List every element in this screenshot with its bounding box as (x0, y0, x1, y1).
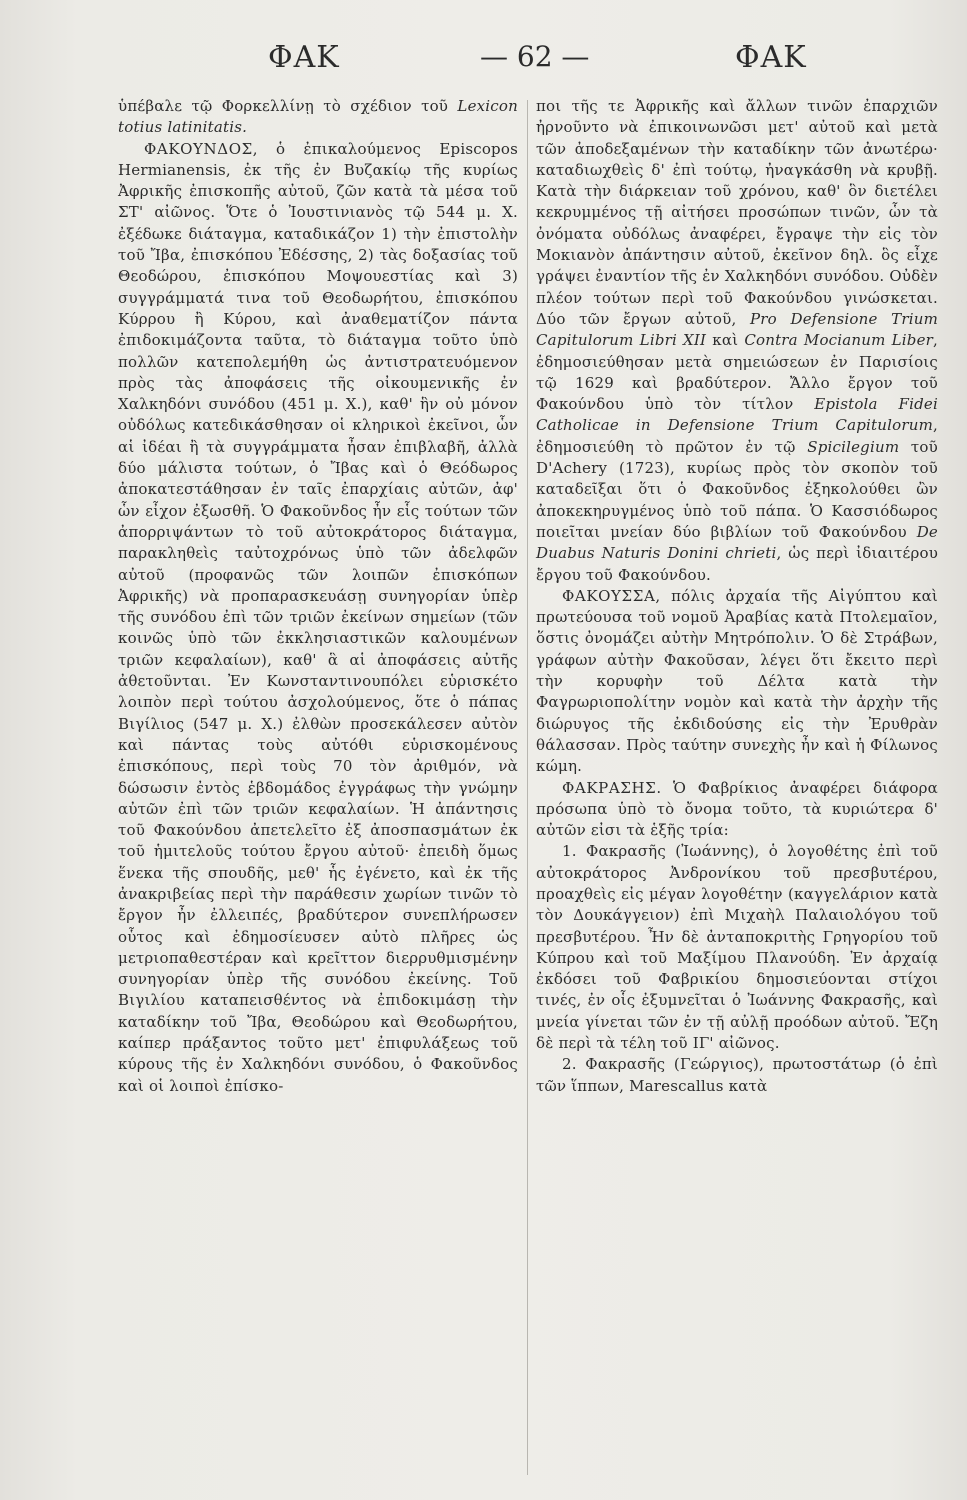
entry-headword: ΦΑΚΟΥΝΔΟΣ (144, 139, 253, 158)
continuation-paragraph: ποι τῆς τε Ἀφρικῆς καὶ ἄλλων τινῶν ἐπαρχιῶν ἠρνοῦντο νὰ ἐπικοινωνῶσι μετ' αὐτοῦ καὶ μετὰ τῶν ἀποδεξαμένων τὴν καταδίκην τῶν ἀνωτέρω· καταδιωχθεὶς δ' ἐπὶ τούτῳ, ἠναγκάσθη νὰ κρυβῇ. Κατὰ τὴν διάρκειαν τοῦ χρόνου, καθ' ὃν διετέλει κεκρυμμένος τῇ αἰτήσει προσώπων τινῶν, ὧν τὰ ὀνόματα οὐδόλως ἀναφέρει, ἔγραψε τὴν εἰς τὸν Μοκιανὸν ἀπάντησιν αὐτοῦ, ἐκεῖνον δηλ. ὃς εἶχε γράψει ἐναντίον τῆς ἐν Χαλκηδόνι συνόδου. Οὐδὲν πλέον τούτων περὶ τοῦ Φακούνδου γινώσκεται. Δύο τῶν ἔργων αὐτοῦ, Pro Defensione Trium Capitulorum Libri XII καὶ Contra Mocianum Liber, ἐδημοσιεύθησαν μετὰ σημειώσεων ἐν Παρισίοις τῷ 1629 καὶ βραδύτερον. Ἄλλο ἔργον τοῦ Φακούνδου ὑπὸ τὸν τίτλον Epistola Fidei Catholicae in Defensione Trium Capitulorum, ἐδημοσιεύθη τὸ πρῶτον ἐν τῷ Spicilegium τοῦ D'Achery (1723), κυρίως πρὸς τὸν σκοπὸν τοῦ καταδεῖξαι ὅτι ὁ Φακοῦνδος ἐξηκολούθει ὢν ἀποκεκηρυγμένος ὑπὸ τοῦ πάπα. Ὁ Κασσιόδωρος ποιεῖται μνείαν δύο βιβλίων τοῦ Φακούνδου De Duabus Naturis Donini chrieti, ὡς περὶ ἰδιαιτέρου ἔργου τοῦ Φακούνδου. (536, 97, 939, 584)
latin-term: Marescallus (629, 1076, 724, 1095)
left-column (118, 96, 518, 1097)
italic-title: Epistola Fidei Catholicae in Defensione Trium Capitulorum (536, 395, 938, 435)
italic-title: Pro Defensione Trium Capitulorum Libri XII (536, 309, 938, 350)
italic-title: De Duabus Naturis Donini chrieti (536, 522, 938, 563)
entry-headword: ΦΑΚΡΑΣΗΣ (562, 778, 657, 797)
entry-headword: ΦΑΚΟΥΣΣΑ (562, 586, 656, 605)
subentry-1 (536, 841, 938, 1054)
column-divider (527, 100, 528, 1475)
italic-title: Spicilegium (807, 437, 900, 456)
page-number: — 62 — (480, 40, 590, 73)
running-head-right: ΦΑΚ (735, 40, 807, 75)
page-header (0, 40, 967, 90)
entry-fakoussa (536, 586, 938, 778)
entry-text: , πόλις ἀρχαία τῆς Αἰγύπτου καὶ πρωτεύουσα τοῦ νομοῦ Ἀραβίας κατὰ Πτολεμαῖον, ὅστις ὀνομάζει αὐτὴν Μητρόπολιν. Ὁ δὲ Στράβων, γράφων αὐτὴν Φακοῦσαν, λέγει ὅτι ἔκειτο περὶ τὴν κορυφὴν τοῦ Δέλτα κατὰ τὴν Φαγρωριοπολίτην νομὸν καὶ κατὰ τὴν ἀρχὴν τῆς διώρυγος τῆς ἐκδιδούσης εἰς τὴν Ἐρυθρὰν θάλασσαν. Πρὸς ταύτην συνεχὴς ἦν καὶ ἡ Φίλωνος κώμη. (536, 586, 938, 776)
subentry-2: 2. Φακρασῆς (Γεώργιος), πρωτοστάτωρ (ὁ ἐπὶ τῶν ἵππων, Marescallus κατὰ (536, 1055, 938, 1095)
continuation-paragraph: ὑπέβαλε τῷ Φορκελλίνῃ τὸ σχέδιον τοῦ Lexicon totius latinitatis. (118, 97, 518, 137)
entry-text: 1. Φακρασῆς (Ἰωάννης), ὁ λογοθέτης ἐπὶ τοῦ αὐτοκράτορος Ἀνδρονίκου τοῦ πρεσβυτέρου, προαχθεὶς εἰς μέγαν λογοθέτην (καγγελάριον κατὰ τὸν Δουκάγγειον) ἐπὶ Μιχαὴλ Παλαιολόγου τοῦ πρεσβυτέρου. Ἦν δὲ ἀνταποκριτὴς Γρηγορίου τοῦ Κύπρου καὶ τοῦ Μαξίμου Πλανούδη. Ἐν ἀρχαίᾳ ἐκδόσει τοῦ Φαβρικίου δημοσιεύονται στίχοι τινές, ἐν οἷς ἐξυμνεῖται ὁ Ἰωάννης Φακρασῆς, καὶ μνεία γίνεται τῶν ἐν τῇ αὐλῇ προόδων αὐτοῦ. Ἔζη δὲ περὶ τὰ τέλη τοῦ ΙΓ' αἰῶνος. (536, 842, 938, 1053)
italic-title: Lexicon totius latinitatis. (118, 97, 518, 137)
entry-text: , ὁ ἐπικαλούμενος Episcopos Hermianensis, ἐκ τῆς ἐν Βυζακίῳ τῆς κυρίως Ἀφρικῆς ἐπισκοπῆς αὐτοῦ, ζῶν κατὰ τὰ μέσα τοῦ ΣΤ' αἰῶνος. Ὅτε ὁ Ἰουστινιανὸς τῷ 544 μ. Χ. ἐξέδωκε διάταγμα, καταδικάζον 1) τὴν ἐπιστολὴν τοῦ Ἴβα, ἐπισκόπου Ἐδέσσης, 2) τὰς δοξασίας τοῦ Θεοδώρου, ἐπισκόπου Μοψουεστίας καὶ 3) συγγράμματά τινα τοῦ Θεοδωρήτου, ἐπισκόπου Κύρρου ἢ Κύρου, καὶ ἀναθεματίζον πάντα ἐπιδοκιμάζοντα ταῦτα, τὸ διάταγμα τοῦτο ὑπὸ πολλῶν κατεπολεμήθη ὡς ἀντιστρατευόμενον πρὸς τὰς ἀποφάσεις τῆς οἰκουμενικῆς ἐν Χαλκηδόνι συνόδου (451 μ. Χ.), καθ' ἣν οὐ μόνον οὐδόλως κατεδικάσθησαν οἱ κληρικοὶ ἐκεῖνοι, ὧν αἱ ἰδέαι ἢ τὰ συγγράμματα ἦσαν ἐπιβλαβῆ, ἀλλὰ δύο μάλιστα τούτων, ὁ Ἴβας καὶ ὁ Θεόδωρος ἀποκατεστάθησαν ἐν ταῖς ἐπαρχίαις αὐτῶν, ἀφ' ὧν εἶχον ἐξωσθῆ. Ὁ Φακοῦνδος ἦν εἷς τούτων τῶν ἀπορριψάντων τὸ τοῦ αὐτοκράτορος διάταγμα, παρακληθεὶς ταὐτοχρόνως ὑπὸ τῶν ἀδελφῶν αὐτοῦ (προφανῶς τῶν λοιπῶν ἐπισκόπων Ἀφρικῆς) νὰ προπαρασκευάσῃ συνηγορίαν ὑπὲρ τῆς συνόδου ἐπὶ τῶν τριῶν ἐκείνων σημείων (τῶν κοινῶς ὑπὸ τῶν ἐκκλησιαστικῶν καλουμένων τριῶν κεφαλαίων), καθ' ἃ αἱ ἀποφάσεις αὐτῆς ἀθετοῦνται. Ἐν Κωνσταντινουπόλει εὑρισκέτο λοιπὸν περὶ τούτου ἀσχολούμενος, ὅτε ὁ πάπας Βιγίλιος (547 μ. Χ.) ἐλθὼν προσεκάλεσεν αὐτὸν καὶ πάντας τοὺς αὐτόθι εὑρισκομένους ἐπισκόπους, περὶ τοὺς 70 τὸν ἀριθμόν, νὰ δώσωσιν ἐντὸς ἑβδομάδος ἐγγράφως τὴν γνώμην αὐτῶν ἐπὶ τῶν τριῶν κεφαλαίων. Ἡ ἀπάντησις τοῦ Φακούνδου ἀπετελεῖτο ἐξ ἀποσπασμάτων ἐκ τοῦ ἡμιτελοῦς τούτου ἔργου αὐτοῦ· ἐπειδὴ ὅμως ἕνεκα τῆς σπουδῆς, μεθ' ἧς ἐγένετο, καὶ ἐκ τῆς ἀνακριβείας περὶ τὴν παράθεσιν χωρίων τινῶν τὸ ἔργον ἦν ἐλλειπές, βραδύτερον συνεπλήρωσεν οὗτος καὶ ἐδημοσίευσεν αὐτὸ πλῆρες ὡς μετριοπαθεστέραν καὶ κρεῖττον διερρυθμισμένην συνηγορίαν ὑπὲρ τῆς συνόδου ἐκείνης. Τοῦ Βιγιλίου καταπεισθέντος νὰ ἐπιδοκιμάσῃ τὴν καταδίκην τοῦ Ἴβα, Θεοδώρου καὶ Θεοδωρήτου, καίπερ πράξαντος τοῦτο μετ' ἐπιφυλάξεως τοῦ κύρους τῆς ἐν Χαλκηδόνι συνόδου, ὁ Φακοῦνδος καὶ οἱ λοιποὶ ἐπίσκο- (118, 139, 518, 1095)
italic-title: Contra Mocianum Liber (744, 331, 934, 350)
entry-fakrasis (536, 778, 938, 842)
right-column (536, 96, 938, 1097)
running-head-left: ΦΑΚ (268, 40, 340, 75)
entry-text: . Ὁ Φαβρίκιος ἀναφέρει διάφορα πρόσωπα ὑπὸ τὸ ὄνομα τοῦτο, τὰ κυριώτερα δ' αὐτῶν εἰσι τὰ ἑξῆς τρία: (536, 778, 938, 840)
entry-fakoundos (118, 139, 518, 1097)
